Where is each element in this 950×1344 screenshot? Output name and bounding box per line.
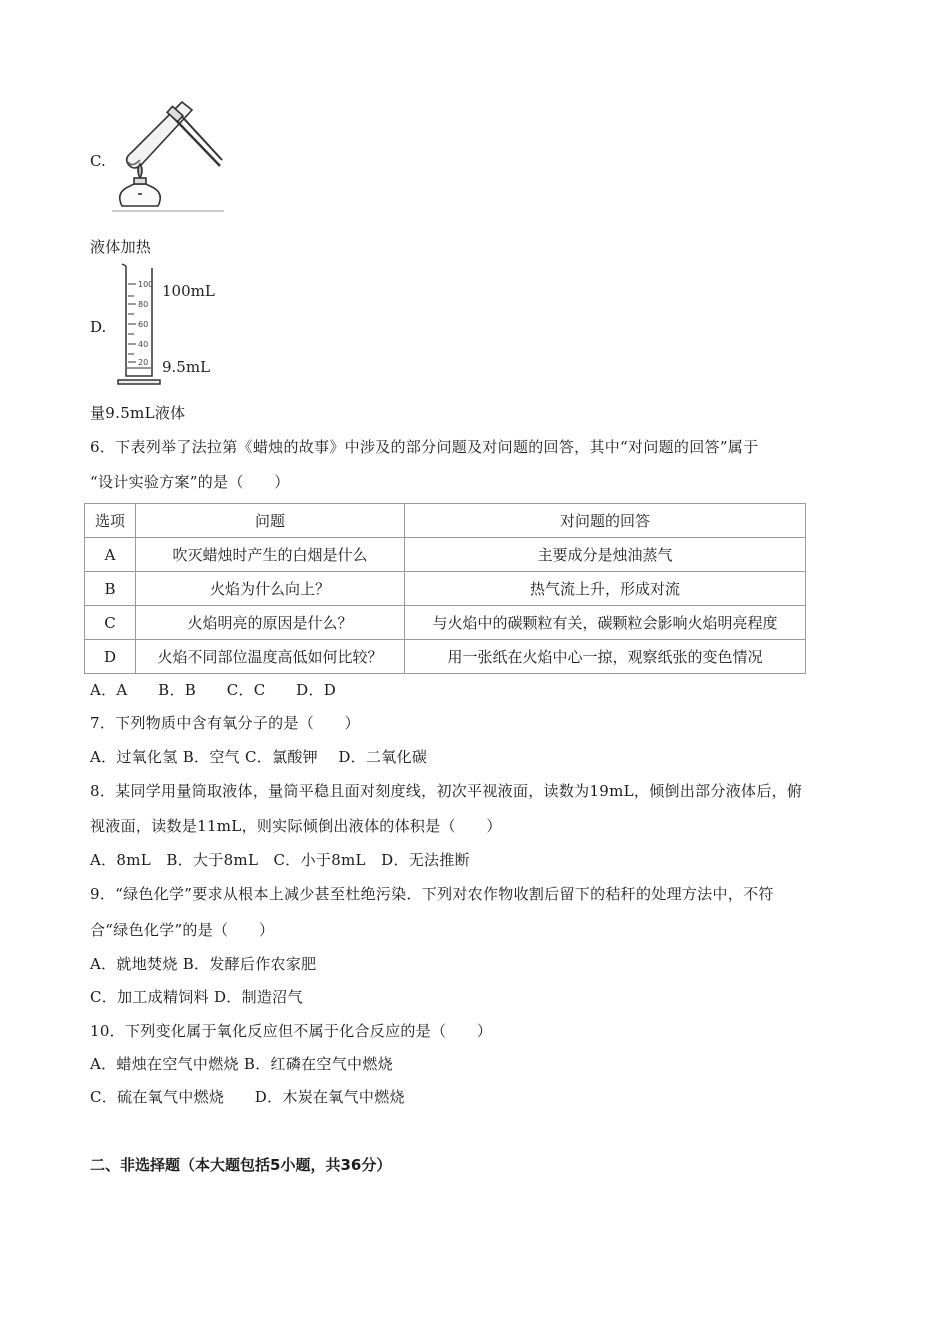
q7-stem: 7．下列物质中含有氧分子的是（ ）: [90, 714, 360, 732]
q9-stem-line2: 合“绿色化学”的是（ ）: [90, 921, 275, 939]
scale-80: 80: [138, 300, 149, 309]
table-row: [85, 538, 806, 572]
q6-stem-line1: 6．下表列举了法拉第《蜡烛的故事》中涉及的部分问题及对问题的回答，其中“对问题的回答”属于: [90, 438, 759, 456]
table-row: [85, 640, 806, 674]
table-cell: 火焰不同部位温度高低如何比较？: [136, 640, 405, 674]
table-cell: B: [85, 572, 136, 606]
q8-stem-line2: 视液面，读数是11mL，则实际倾倒出液体的体积是（ ）: [90, 817, 502, 835]
q10-stem: 10．下列变化属于氧化反应但不属于化合反应的是（ ）: [90, 1022, 493, 1040]
section-heading: 二、非选择题（本大题包括5小题，共36分）: [90, 1156, 392, 1174]
table-cell: C: [85, 606, 136, 640]
table-cell: D: [85, 640, 136, 674]
q9-options-line2: C．加工成精饲料 D．制造沼气: [90, 988, 303, 1006]
header-question: 问题: [136, 504, 405, 538]
option-d-caption: 量9.5mL液体: [90, 404, 186, 422]
table-cell: 吹灭蜡烛时产生的白烟是什么: [136, 538, 405, 572]
table-row: [85, 572, 806, 606]
option-c-caption: 液体加热: [90, 238, 152, 256]
table-cell: 与火焰中的碳颗粒有关，碳颗粒会影响火焰明亮程度: [405, 606, 806, 640]
table-row: [85, 606, 806, 640]
q6-stem-line2: “设计实验方案”的是（ ）: [90, 473, 290, 491]
q8-stem-line1: 8．某同学用量筒取液体，量筒平稳且面对刻度线，初次平视液面，读数为19mL，倾倒出部分液体后，俯: [90, 782, 803, 800]
q6-table: [84, 503, 806, 674]
cylinder-reading-label: 9.5mL: [162, 358, 211, 376]
q8-options: A．8mL B．大于8mL C．小于8mL D．无法推断: [90, 851, 470, 869]
q7-options: A．过氧化氢 B．空气 C．氯酸钾 D．二氧化碳: [90, 748, 428, 766]
q6-options: A．A B．B C．C D．D: [90, 681, 337, 699]
table-cell: 用一张纸在火焰中心一掠，观察纸张的变色情况: [405, 640, 806, 674]
q9-options-line1: A．就地焚烧 B．发酵后作农家肥: [90, 955, 317, 973]
table-cell: 主要成分是烛油蒸气: [405, 538, 806, 572]
liquid-heating-figure: [112, 98, 224, 212]
q9-stem-line1: 9．“绿色化学”要求从根本上减少甚至杜绝污染．下列对农作物收割后留下的秸秆的处理方法中，不符: [90, 885, 774, 903]
table-cell: 火焰为什么向上？: [136, 572, 405, 606]
table-header-row: [85, 504, 806, 538]
scale-100: 100: [138, 280, 154, 289]
table-cell: 火焰明亮的原因是什么？: [136, 606, 405, 640]
q10-options-line1: A．蜡烛在空气中燃烧 B．红磷在空气中燃烧: [90, 1055, 393, 1073]
cylinder-capacity-label: 100mL: [162, 282, 215, 300]
table-cell: 热气流上升，形成对流: [405, 572, 806, 606]
option-d-label: D.: [90, 318, 107, 336]
q10-options-line2: C．硫在氧气中燃烧 D．木炭在氧气中燃烧: [90, 1088, 405, 1106]
header-answer: 对问题的回答: [405, 504, 806, 538]
scale-20: 20: [138, 358, 149, 367]
header-option: 选项: [85, 504, 136, 538]
graduated-cylinder-figure: [112, 262, 222, 386]
table-cell: A: [85, 538, 136, 572]
scale-60: 60: [138, 320, 149, 329]
scale-40: 40: [138, 340, 149, 349]
option-c-label: C.: [90, 152, 106, 170]
